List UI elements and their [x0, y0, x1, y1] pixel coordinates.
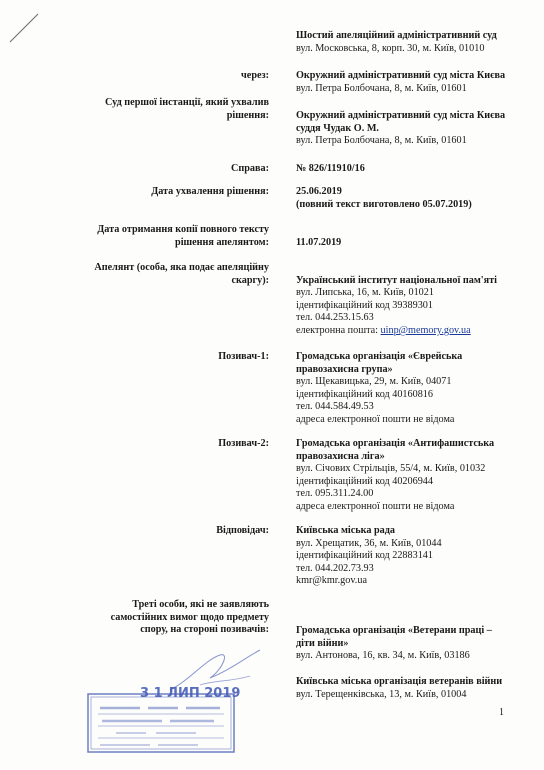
- decision-date-label: Дата ухвалення рішення:: [151, 186, 269, 197]
- appellant-name: Український інститут національної пам'яті: [296, 274, 497, 286]
- defendant-email: kmr@kmr.gov.ua: [296, 575, 367, 587]
- appellant-email-line: [296, 325, 536, 338]
- first-instance-court-name: Окружний адміністративний суд міста Києва: [296, 110, 506, 121]
- plaintiff1-label: Позивач-1:: [218, 351, 269, 362]
- decision-date: 25.06.2019: [296, 186, 342, 197]
- plaintiff1-phone: тел. 044.584.49.53: [296, 401, 374, 413]
- first-instance-address: вул. Петра Болбочана, 8, м. Київ, 01601: [296, 135, 467, 147]
- appellant-label-2: скаргу):: [231, 274, 269, 286]
- case-number: № 826/11910/16: [296, 163, 365, 174]
- third-party-2-address: вул. Терещенківська, 13, м. Київ, 01004: [296, 688, 467, 700]
- first-instance-label-2: рішення:: [226, 109, 269, 121]
- appellant-address: вул. Липська, 16, м. Київ, 01021: [296, 287, 434, 299]
- plaintiff1-address: вул. Щекавицька, 29, м. Київ, 04071: [296, 376, 452, 388]
- third-parties-label-2: самостійних вимог щодо предмету: [110, 611, 269, 623]
- appellant-email-link[interactable]: uinp@memory.gov.ua: [380, 324, 471, 336]
- stamp-date: 3 1 ЛИП 2019: [140, 686, 241, 701]
- third-parties-label-3: спору, на стороні позивачів:: [140, 624, 269, 636]
- first-instance-label-1: Суд першої інстанції, який ухвалив: [105, 97, 269, 108]
- plaintiff2-phone: тел. 095.311.24.00: [296, 488, 374, 500]
- page-number: 1: [499, 707, 504, 718]
- via-court-name: Окружний адміністративний суд міста Києва: [296, 70, 506, 81]
- defendant-label: Відповідач:: [216, 525, 269, 536]
- defendant-code: ідентифікаційний код 22883141: [296, 550, 433, 562]
- defendant-phone: тел. 044.202.73.93: [296, 562, 374, 574]
- third-party-1-address: вул. Антонова, 16, кв. 34, м. Київ, 03186: [296, 650, 470, 662]
- case-label: Справа:: [231, 163, 269, 174]
- court-address: вул. Московська, 8, корп. 30, м. Київ, 01010: [296, 42, 485, 54]
- via-label: через:: [241, 70, 269, 81]
- defendant-address: вул. Хрещатик, 36, м. Київ, 01044: [296, 537, 442, 549]
- plaintiff1-code: ідентифікаційний код 40160816: [296, 388, 433, 400]
- plaintiff1-email-note: адреса електронної пошти не відома: [296, 413, 455, 425]
- first-instance-judge: суддя Чудак О. М.: [296, 122, 379, 134]
- pen-stroke-mark: [4, 8, 44, 48]
- decision-date-note: (повний текст виготовлено 05.07.2019): [296, 198, 472, 210]
- plaintiff2-email-note: адреса електронної пошти не відома: [296, 500, 455, 512]
- receipt-date: 11.07.2019: [296, 236, 342, 248]
- receipt-date-label-2: рішення апелянтом:: [175, 236, 269, 248]
- plaintiff2-label: Позивач-2:: [218, 438, 269, 449]
- via-court-address: вул. Петра Болбочана, 8, м. Київ, 01601: [296, 82, 467, 94]
- appellant-code: ідентифікаційний код 39389301: [296, 299, 433, 311]
- appellant-phone: тел. 044.253.15.63: [296, 312, 374, 324]
- appellant-email-prefix: електронна пошта:: [296, 324, 381, 336]
- plaintiff1-name-1: Громадська організація «Єврейська: [296, 351, 463, 362]
- plaintiff2-name-2: правозахисна ліга»: [296, 450, 385, 462]
- appellant-label-1: Апелянт (особа, яка подає апеляційну: [94, 262, 269, 273]
- third-party-1-name-2: діти війни»: [296, 637, 349, 649]
- third-party-1-name-1: Громадська організація «Ветерани праці –: [296, 625, 492, 636]
- registry-stamp: [86, 692, 236, 754]
- plaintiff2-code: ідентифікаційний код 40206944: [296, 475, 433, 487]
- defendant-name: Київська міська рада: [296, 525, 396, 536]
- court-name: Шостий апеляційний адміністративний суд: [296, 30, 497, 41]
- plaintiff1-name-2: правозахисна група»: [296, 363, 393, 375]
- plaintiff2-address: вул. Січових Стрільців, 55/4, м. Київ, 01032: [296, 463, 486, 475]
- receipt-date-label-1: Дата отримання копії повного тексту: [97, 224, 269, 235]
- third-party-2-name: Київська міська організація ветеранів війни: [296, 676, 503, 687]
- third-parties-label-1: Треті особи, які не заявляють: [132, 599, 269, 610]
- plaintiff2-name-1: Громадська організація «Антифашистська: [296, 438, 495, 449]
